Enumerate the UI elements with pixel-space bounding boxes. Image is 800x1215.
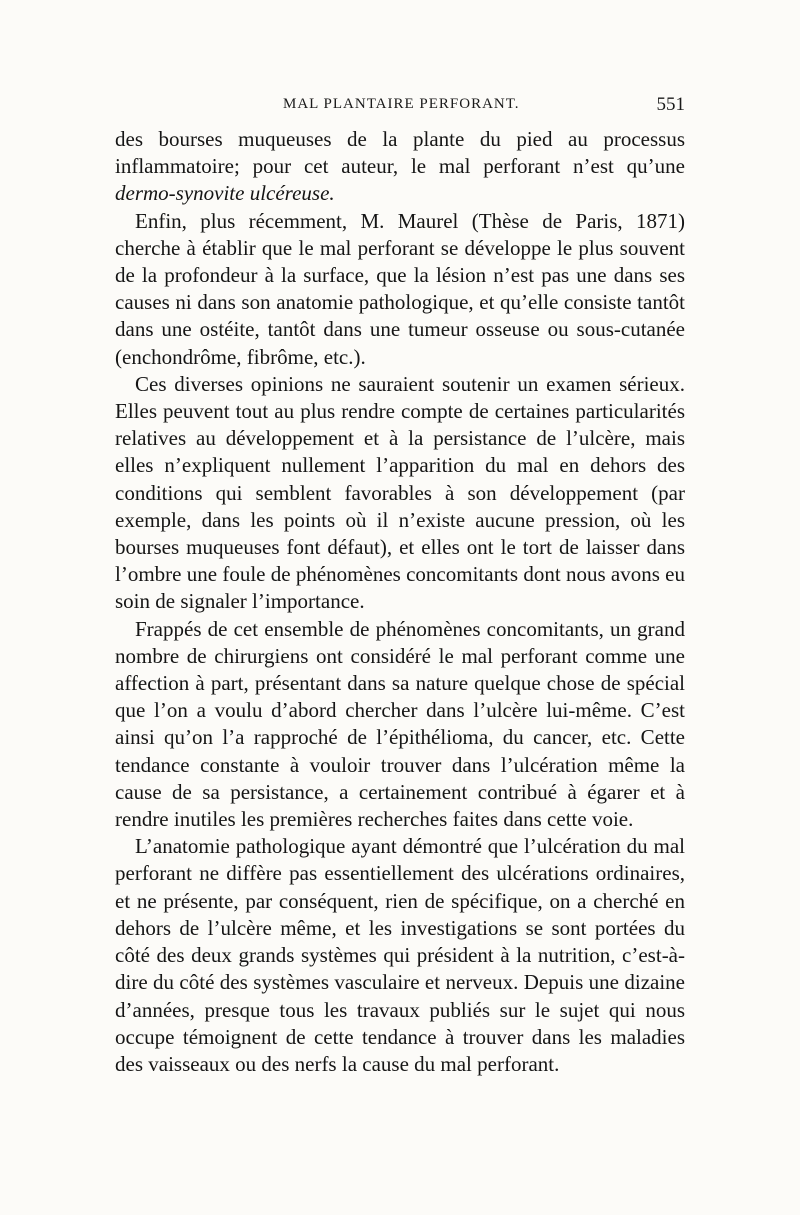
paragraph-1-italic: dermo-synovite ulcéreuse. [115, 181, 335, 206]
paragraph-1 [115, 126, 685, 208]
paragraph-2: Enfin, plus récemment, M. Maurel (Thèse de Paris, 1871) cherche à établir que le mal perforant se développe le plus souvent de la profondeur à la surface, que la lésion n’est pas une dans ses causes ni dans son anatomie pathologique, et qu’elle consiste tantôt dans une ostéite, tantôt dans une tumeur osseuse ou sous-cutanée (enchondrôme, fibrôme, etc.). [115, 208, 685, 369]
page-header [115, 96, 685, 122]
paragraph-3: Ces diverses opinions ne sauraient soutenir un examen sérieux. Elles peuvent tout au plus rendre compte de certaines particularités relatives au développement et à la persistance de l’ulcère, mais elles n’expliquent nullement l’apparition du mal en dehors des conditions qui semblent favorables à son développement (par exemple, dans les points où il n’existe aucune pression, où les bourses muqueuses font défaut), et elles ont le tort de laisser dans l’ombre une foule de phénomènes concomitants dont nous avons eu soin de signaler l’importance. [115, 371, 685, 614]
body-text [115, 126, 685, 1078]
page-number: 551 [656, 94, 685, 115]
paragraph-5: L’anatomie pathologique ayant démontré que l’ulcération du mal perforant ne diffère pas essentiellement des ulcérations ordinaires, et ne présente, par conséquent, rien de spécifique, on a cherché en dehors de l’ulcère même, et les investigations se sont portées du côté des deux grands systèmes qui président à la nutrition, c’est-à-dire du côté des systèmes vasculaire et nerveux. Depuis une dizaine d’années, presque tous les travaux publiés sur le sujet qui nous occupe témoignent de cette tendance à trouver dans les maladies des vaisseaux ou des nerfs la cause du mal perforant. [115, 834, 685, 1076]
paragraph-1-text: des bourses muqueuses de la plante du pied au processus inflammatoire; pour cet auteur, le mal perforant n’est qu’une [115, 127, 685, 179]
paragraph-4: Frappés de cet ensemble de phénomènes concomitants, un grand nombre de chirurgiens ont considéré le mal perforant comme une affection à part, présentant dans sa nature quelque chose de spécial que l’on a voulu d’abord chercher dans l’ulcère lui-même. C’est ainsi qu’on l’a rapproché de l’épithélioma, du cancer, etc. Cette tendance constante à vouloir trouver dans l’ulcération même la cause de sa persistance, a certainement contribué à égarer et à rendre inutiles les premières recherches faites dans cette voie. [115, 616, 685, 832]
running-head: MAL PLANTAIRE PERFORANT. [283, 96, 520, 112]
